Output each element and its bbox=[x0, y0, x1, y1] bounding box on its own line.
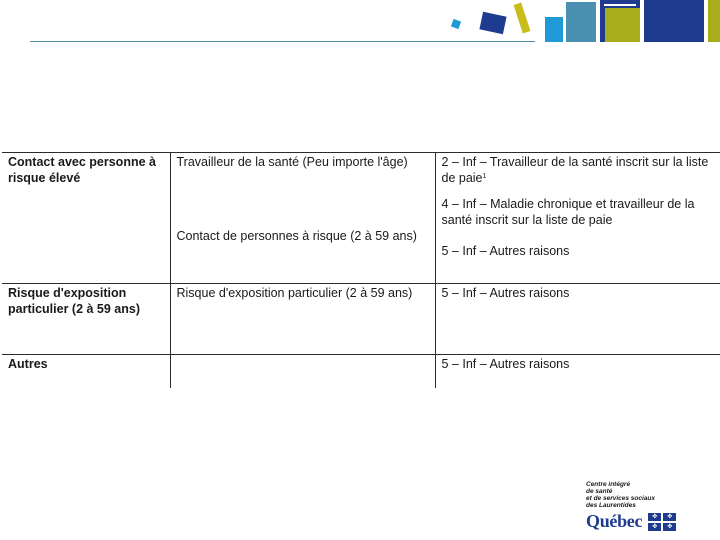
decor-line bbox=[604, 4, 636, 6]
situation-cell bbox=[170, 153, 435, 284]
footnote-marker: 1 bbox=[482, 173, 487, 180]
situation-cell bbox=[170, 284, 435, 355]
situation-text: Contact de personnes à risque (2 à 59 ans) bbox=[176, 229, 417, 243]
situation-text: Travailleur de la santé (Peu importe l'âge) bbox=[176, 155, 408, 169]
vaccination-criteria-table bbox=[2, 152, 720, 388]
category-label: Contact avec personne à risque élevé bbox=[8, 155, 156, 185]
logo-org-line: Centre intégré bbox=[586, 481, 631, 488]
decor-square bbox=[451, 19, 461, 29]
category-cell bbox=[2, 284, 170, 355]
category-label: Autres bbox=[8, 357, 48, 371]
table-row bbox=[2, 284, 720, 355]
decor-square bbox=[479, 12, 506, 35]
situation-text: Risque d'exposition particulier (2 à 59 ans) bbox=[176, 286, 413, 300]
decor-block bbox=[708, 0, 720, 42]
situation-cell bbox=[170, 355, 435, 389]
decor-block bbox=[605, 8, 640, 42]
code-text: 2 – Inf – Travailleur de la santé inscrit sur la liste de paie$^1$ bbox=[441, 155, 709, 185]
code-cell bbox=[435, 153, 720, 284]
logo-org-line: et de services sociaux bbox=[586, 495, 656, 502]
code-cell bbox=[435, 284, 720, 355]
table-row bbox=[2, 153, 720, 284]
code-text: 4 – Inf – Maladie chronique et travailleur de la santé inscrit sur la liste de paie bbox=[441, 197, 695, 227]
quebec-flag-icon: ✤ ✤ ✤ ✤ bbox=[648, 513, 676, 531]
category-cell bbox=[2, 153, 170, 284]
category-cell bbox=[2, 355, 170, 389]
logo-org-line: des Laurentides bbox=[586, 502, 636, 509]
logo-org-line: de santé bbox=[586, 488, 613, 495]
table-row bbox=[2, 355, 720, 389]
decor-block bbox=[545, 17, 563, 42]
code-cell bbox=[435, 355, 720, 389]
code-text: 5 – Inf – Autres raisons bbox=[441, 286, 570, 300]
category-label: Risque d'exposition particulier (2 à 59 ans) bbox=[8, 286, 141, 316]
decor-block bbox=[644, 0, 704, 42]
quebec-wordmark: Québec bbox=[586, 511, 643, 531]
code-text: 5 – Inf – Autres raisons bbox=[441, 357, 570, 371]
header-rule bbox=[30, 41, 535, 42]
decor-block bbox=[566, 2, 596, 42]
cisss-logo bbox=[586, 481, 716, 532]
decor-bar bbox=[514, 2, 531, 33]
code-text: 5 – Inf – Autres raisons bbox=[441, 244, 570, 258]
